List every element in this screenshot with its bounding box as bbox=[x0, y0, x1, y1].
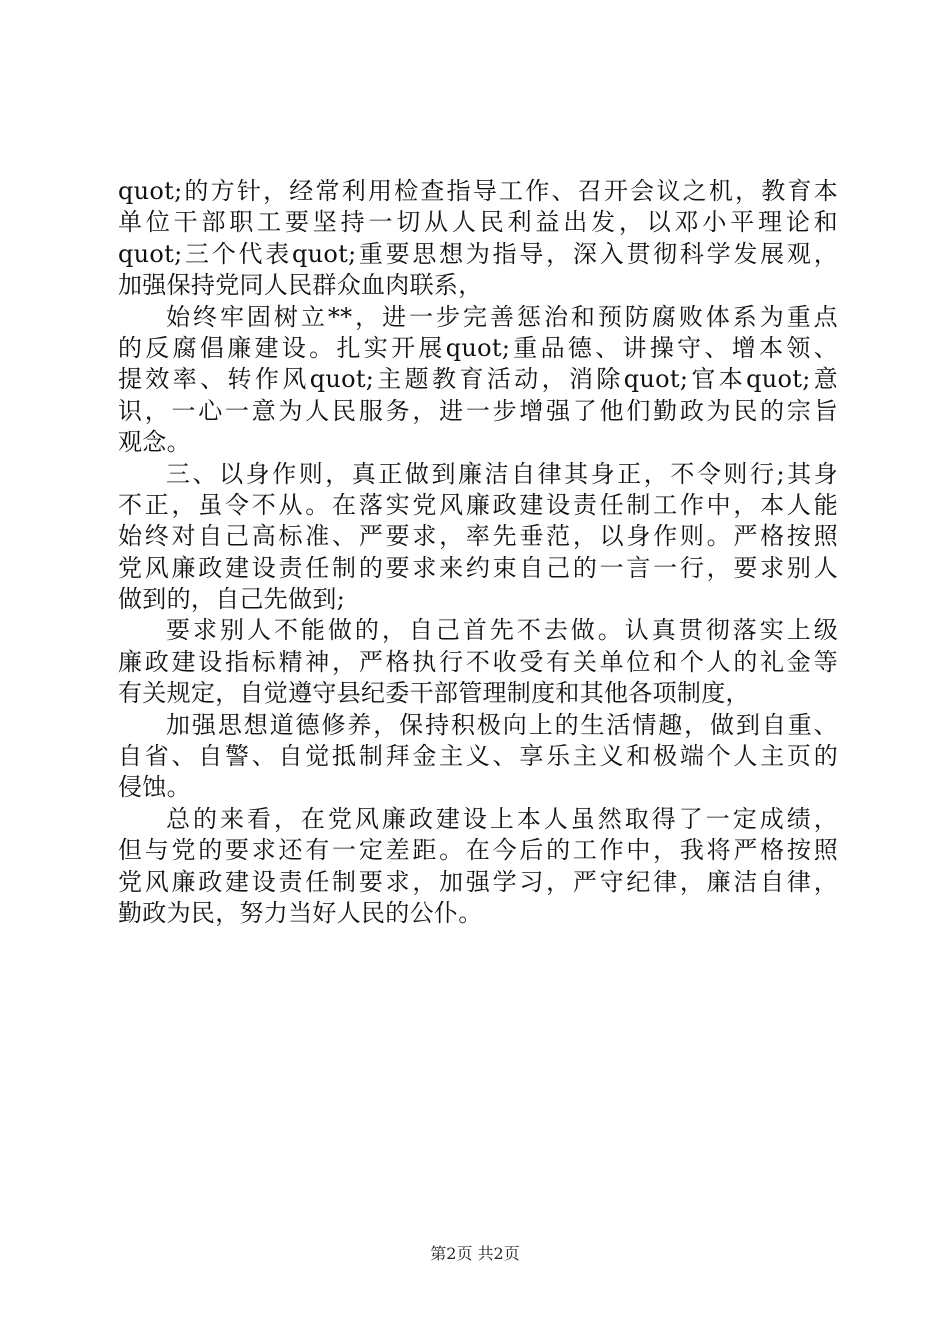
text-line: 始终对自己高标准、严要求，率先垂范，以身作则。严格按照 bbox=[118, 522, 838, 551]
paragraph-first-line: 要求别人不能做的，自己首先不去做。认真贯彻落实上级 bbox=[166, 616, 838, 645]
paragraph-first-line: 始终牢固树立**，进一步完善惩治和预防腐败体系为重点 bbox=[166, 302, 838, 331]
text-line: quot;的方针，经常利用检查指导工作、召开会议之机，教育本 bbox=[118, 177, 838, 205]
text-line: 做到的，自己先做到; bbox=[118, 585, 346, 614]
document-body bbox=[118, 176, 838, 929]
paragraph-first-line: 加强思想道德修养，保持积极向上的生活情趣，做到自重、 bbox=[166, 710, 838, 739]
paragraph-first-line: 三、以身作则，真正做到廉洁自律其身正，不令则行;其身 bbox=[166, 459, 838, 488]
text-line: 提效率、转作风quot;主题教育活动，消除quot;官本quot;意 bbox=[118, 365, 838, 394]
text-line: 的反腐倡廉建设。扎实开展quot;重品德、讲操守、增本领、 bbox=[118, 333, 838, 362]
text-line: 党风廉政建设责任制的要求来约束自己的一言一行，要求别人 bbox=[118, 553, 838, 582]
text-line: 侵蚀。 bbox=[118, 773, 191, 802]
text-line: 但与党的要求还有一定差距。在今后的工作中，我将严格按照 bbox=[118, 836, 838, 865]
text-line: 识，一心一意为人民服务，进一步增强了他们勤政为民的宗旨 bbox=[118, 396, 838, 425]
text-line: 廉政建设指标精神，严格执行不收受有关单位和个人的礼金等 bbox=[118, 647, 838, 676]
page-number-footer: 第2页 共2页 bbox=[430, 1244, 520, 1263]
text-line: 勤政为民，努力当好人民的公仆。 bbox=[118, 898, 483, 927]
text-line: 不正，虽令不从。在落实党风廉政建设责任制工作中，本人能 bbox=[118, 490, 838, 519]
paragraph-first-line: 总的来看，在党风廉政建设上本人虽然取得了一定成绩， bbox=[166, 804, 838, 833]
text-line: 观念。 bbox=[118, 428, 191, 457]
text-line: 自省、自警、自觉抵制拜金主义、享乐主义和极端个人主页的 bbox=[118, 742, 838, 771]
text-line: 加强保持党同人民群众血肉联系， bbox=[118, 271, 483, 300]
text-line: quot;三个代表quot;重要思想为指导，深入贯彻科学发展观， bbox=[118, 239, 838, 268]
text-line: 单位干部职工要坚持一切从人民利益出发，以邓小平理论和 bbox=[118, 208, 838, 237]
text-line: 有关规定，自觉遵守县纪委干部管理制度和其他各项制度， bbox=[118, 679, 750, 708]
text-line: 党风廉政建设责任制要求，加强学习，严守纪律，廉洁自律， bbox=[118, 867, 838, 896]
